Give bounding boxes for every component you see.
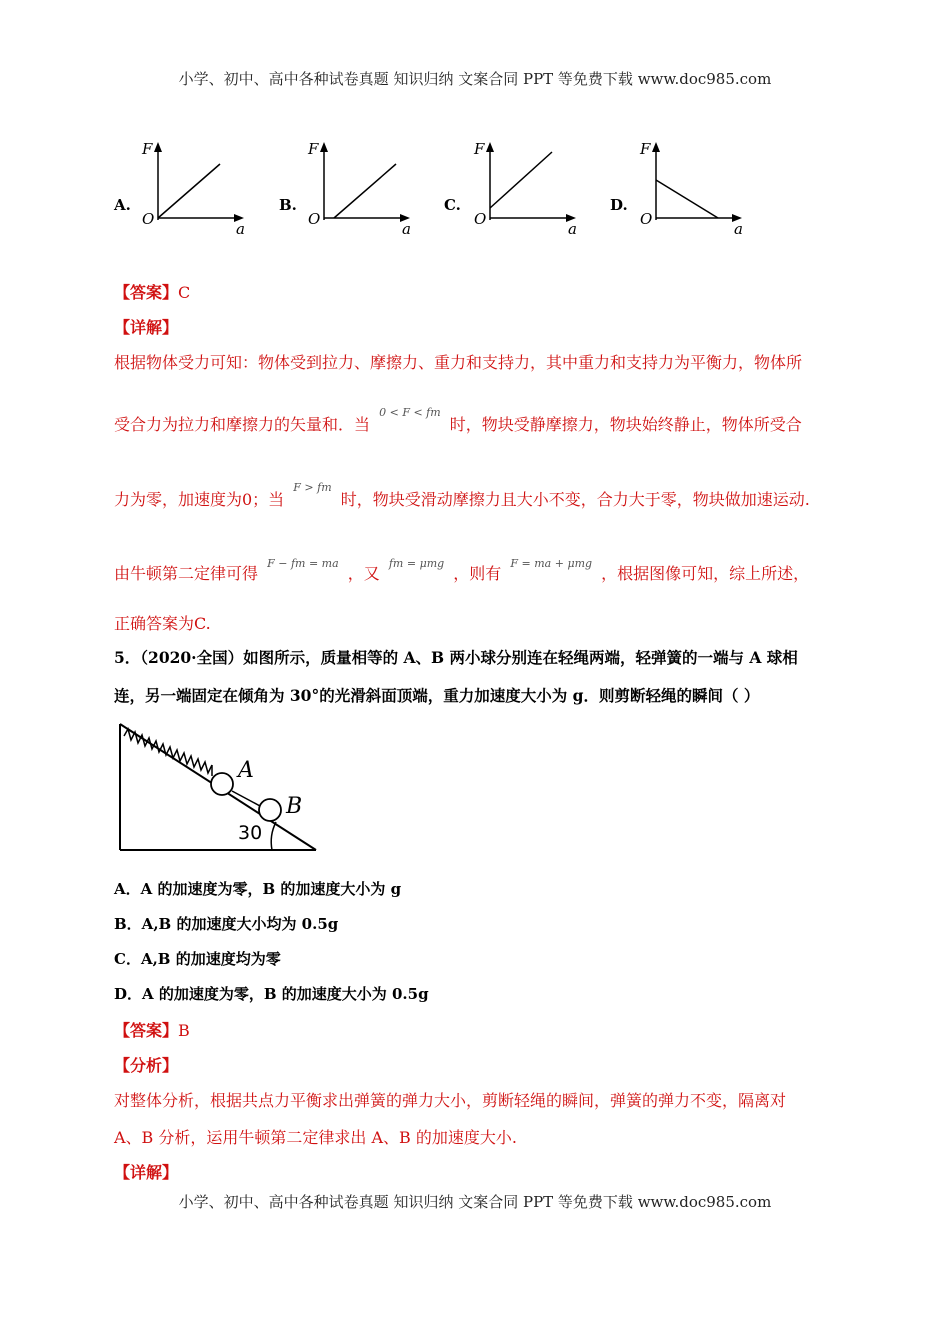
q4-answer-label: 【答案】 [114, 283, 179, 302]
q4-text-line-3b: 时，物块受滑动摩擦力且大小不变，合力大于零，物块做加速运动. [340, 490, 810, 509]
graph-c [472, 140, 582, 240]
graph-c-a-label: a [568, 220, 577, 238]
q5-stem-line-2: 连，另一端固定在倾角为 30°的光滑斜面顶端，重力加速度大小为 g．则剪断轻绳的瞬间（ ） [114, 686, 760, 705]
q4-text-line-4 [114, 557, 810, 584]
page-header: 小学、初中、高中各种试卷真题 知识归纳 文案合同 PPT 等免费下载 www.doc985.com [178, 70, 772, 88]
q4-text-line-2 [114, 406, 802, 435]
graph-a-o-label: O [142, 210, 155, 228]
q5-answer-value: B [178, 1021, 190, 1040]
math-formula-5: F = ma + μmg [510, 557, 593, 570]
graph-b-a-label: a [402, 220, 411, 238]
q4-text-line-1: 根据物体受力可知：物体受到拉力、摩擦力、重力和支持力，其中重力和支持力为平衡力，物体所 [114, 353, 803, 372]
q4-answer-value: C [178, 283, 191, 302]
q5-stem-line-1: 5．（2020·全国）如图所示，质量相等的 A、B 两小球分别连在轻绳两端，轻弹簧的一端与 A 球相 [114, 648, 798, 667]
graph-d-a-label: a [734, 220, 743, 238]
graph-c-o-label: O [474, 210, 487, 228]
q4-text-line-4d: ，根据图像可知，综上所述， [601, 564, 810, 583]
ball-b-label: B [286, 794, 303, 819]
math-formula-4: fm = μmg [388, 557, 445, 570]
math-formula-1: 0 < F < fm [379, 406, 441, 419]
graph-d-f-label: F [640, 140, 651, 158]
q4-text-line-4c: ，则有 [453, 564, 502, 583]
graph-d [638, 140, 748, 240]
q5-analysis-line-2: A、B 分析，运用牛顿第二定律求出 A、B 的加速度大小. [114, 1128, 517, 1147]
q4-text-line-3 [114, 481, 810, 510]
q5-option-b: B．A,B 的加速度大小均为 0.5g [114, 915, 339, 933]
q4-text-line-4a: 由牛顿第二定律可得 [114, 564, 259, 583]
q5-option-d: D．A 的加速度为零，B 的加速度大小为 0.5g [114, 985, 429, 1003]
q4-detail-label: 【详解】 [114, 318, 179, 337]
graph-c-f-label: F [474, 140, 485, 158]
angle-label: 30 [238, 822, 263, 844]
page-footer: 小学、初中、高中各种试卷真题 知识归纳 文案合同 PPT 等免费下载 www.doc985.com [178, 1193, 772, 1211]
q5-option-a: A．A 的加速度为零，B 的加速度大小为 g [114, 880, 402, 898]
q4-answer [114, 280, 190, 303]
option-a-label: A. [114, 196, 131, 214]
q5-answer [114, 1018, 190, 1041]
q5-analysis-line-1: 对整体分析，根据共点力平衡求出弹簧的弹力大小，剪断轻绳的瞬间，弹簧的弹力不变，隔离对 [114, 1091, 787, 1110]
option-b-label: B. [279, 196, 297, 214]
graph-b-o-label: O [308, 210, 321, 228]
q5-option-c: C．A,B 的加速度均为零 [114, 950, 281, 968]
graph-a-f-label: F [142, 140, 153, 158]
graph-d-o-label: O [640, 210, 653, 228]
option-c-label: C. [444, 196, 461, 214]
graph-a-a-label: a [236, 220, 245, 238]
q5-detail-label: 【详解】 [114, 1163, 179, 1182]
ball-a-label: A [238, 758, 254, 783]
q5-answer-label: 【答案】 [114, 1021, 179, 1040]
q5-analysis-label: 【分析】 [114, 1056, 179, 1075]
q4-text-line-3a: 力为零，加速度为0；当 [114, 490, 285, 509]
math-formula-2: F > fm [293, 481, 332, 494]
graph-a [140, 140, 250, 240]
graph-b-f-label: F [308, 140, 319, 158]
q4-text-line-2a: 受合力为拉力和摩擦力的矢量和．当 [114, 415, 371, 434]
q4-text-line-2b: 时，物块受静摩擦力，物块始终静止，物体所受合 [449, 415, 802, 434]
option-d-label: D. [610, 196, 628, 214]
q4-text-line-4b: ，又 [347, 564, 380, 583]
graph-b [306, 140, 416, 240]
incline-figure [112, 716, 322, 856]
q4-text-line-5: 正确答案为C. [114, 614, 211, 633]
math-formula-3: F − fm = ma [267, 557, 339, 570]
